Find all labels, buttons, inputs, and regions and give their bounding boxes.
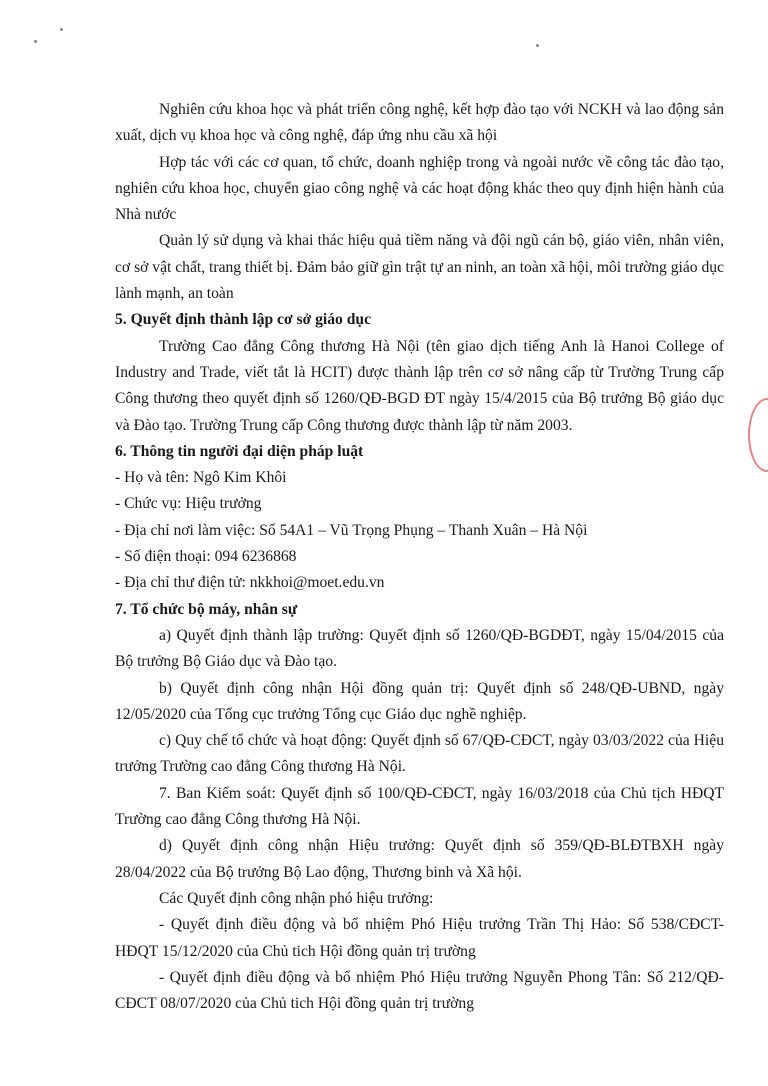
paragraph: Nghiên cứu khoa học và phát triển công nghệ, kết hợp đào tạo với NCKH và lao động sản xuất, dịch vụ khoa học và công nghệ, đáp ứng nhu cầu xã hội <box>115 101 724 145</box>
paragraph: Trường Cao đẳng Công thương Hà Nội (tên giao dịch tiếng Anh là Hanoi College of Industry and Trade, viết tắt là HCIT) được thành lập trên cơ sở nâng cấp từ Trường Trung cấp Công thương theo quyết định số 1260/QĐ-BGD ĐT ngày 15/4/2015 của Bộ trưởng Bộ giáo dục và Đào tạo. Trường Trung cấp Công thương được thành lập từ năm 2003. <box>115 337 724 434</box>
paragraph: Quản lý sử dụng và khai thác hiệu quả tiềm năng và đội ngũ cán bộ, giáo viên, nhân viên, cơ sở vật chất, trang thiết bị. Đảm bảo giữ gìn trật tự an ninh, an toàn xã hội, môi trường giáo dục lành mạnh, an toàn <box>115 232 724 303</box>
section-heading: 6. Thông tin người đại diện pháp luật <box>115 442 364 460</box>
list-item: - Địa chỉ nơi làm việc: Số 54A1 – Vũ Trọng Phụng – Thanh Xuân – Hà Nội <box>115 521 588 539</box>
scan-speck <box>60 28 63 31</box>
paragraph: b) Quyết định công nhận Hội đồng quản trị: Quyết định số 248/QĐ-UBND, ngày 12/05/2020 của Tổng cục trưởng Tổng cục Giáo dục nghề nghiệp. <box>115 679 724 723</box>
section-heading: 5. Quyết định thành lập cơ sở giáo dục <box>115 311 372 329</box>
list-item: - Họ và tên: Ngô Kim Khôi <box>115 469 287 487</box>
paragraph: 7. Ban Kiểm soát: Quyết định số 100/QĐ-CĐCT, ngày 16/03/2018 của Chủ tịch HĐQT Trường cao đẳng Công thương Hà Nội. <box>115 784 724 829</box>
document-body <box>115 97 724 1017</box>
paragraph: - Quyết định điều động và bổ nhiệm Phó Hiệu trưởng Nguyễn Phong Tân: Số 212/QĐ-CĐCT 08/07/2020 của Chủ tich Hội đồng quản trị trường <box>115 968 724 1013</box>
paragraph: Hợp tác với các cơ quan, tổ chức, doanh nghiệp trong và ngoài nước về công tác đào tạo, nghiên cứu khoa học, chuyển giao công nghệ và các hoạt động khác theo quy định hiện hành của Nhà nước <box>115 153 724 224</box>
red-stamp-fragment <box>748 398 768 472</box>
paragraph: c) Quy chế tổ chức và hoạt động: Quyết định số 67/QĐ-CĐCT, ngày 03/03/2022 của Hiệu trưởng Trường cao đẳng Công thương Hà Nội. <box>115 732 724 776</box>
scan-speck <box>34 40 37 43</box>
paragraph: d) Quyết định công nhận Hiệu trưởng: Quyết định số 359/QĐ-BLĐTBXH ngày 28/04/2022 của Bộ trưởng Bộ Lao động, Thương binh và Xã hội. <box>115 837 724 881</box>
list-item: - Chức vụ: Hiệu trưởng <box>115 495 262 513</box>
scan-speck <box>536 44 539 47</box>
paragraph: - Quyết định điều động và bổ nhiệm Phó Hiệu trưởng Trần Thị Hảo: Số 538/CĐCT-HĐQT 15/12/2020 của Chủ tich Hội đồng quản trị trường <box>115 916 724 960</box>
paragraph: a) Quyết định thành lập trường: Quyết định số 1260/QĐ-BGDĐT, ngày 15/04/2015 của Bộ trưởng Bộ Giáo dục và Đào tạo. <box>115 626 724 671</box>
list-item: - Số điện thoại: 094 6236868 <box>115 548 297 566</box>
section-heading: 7. Tổ chức bộ máy, nhân sự <box>115 600 298 618</box>
list-item: - Địa chỉ thư điện tử: nkkhoi@moet.edu.vn <box>115 574 385 592</box>
paragraph: Các Quyết định công nhận phó hiệu trưởng: <box>159 889 434 907</box>
